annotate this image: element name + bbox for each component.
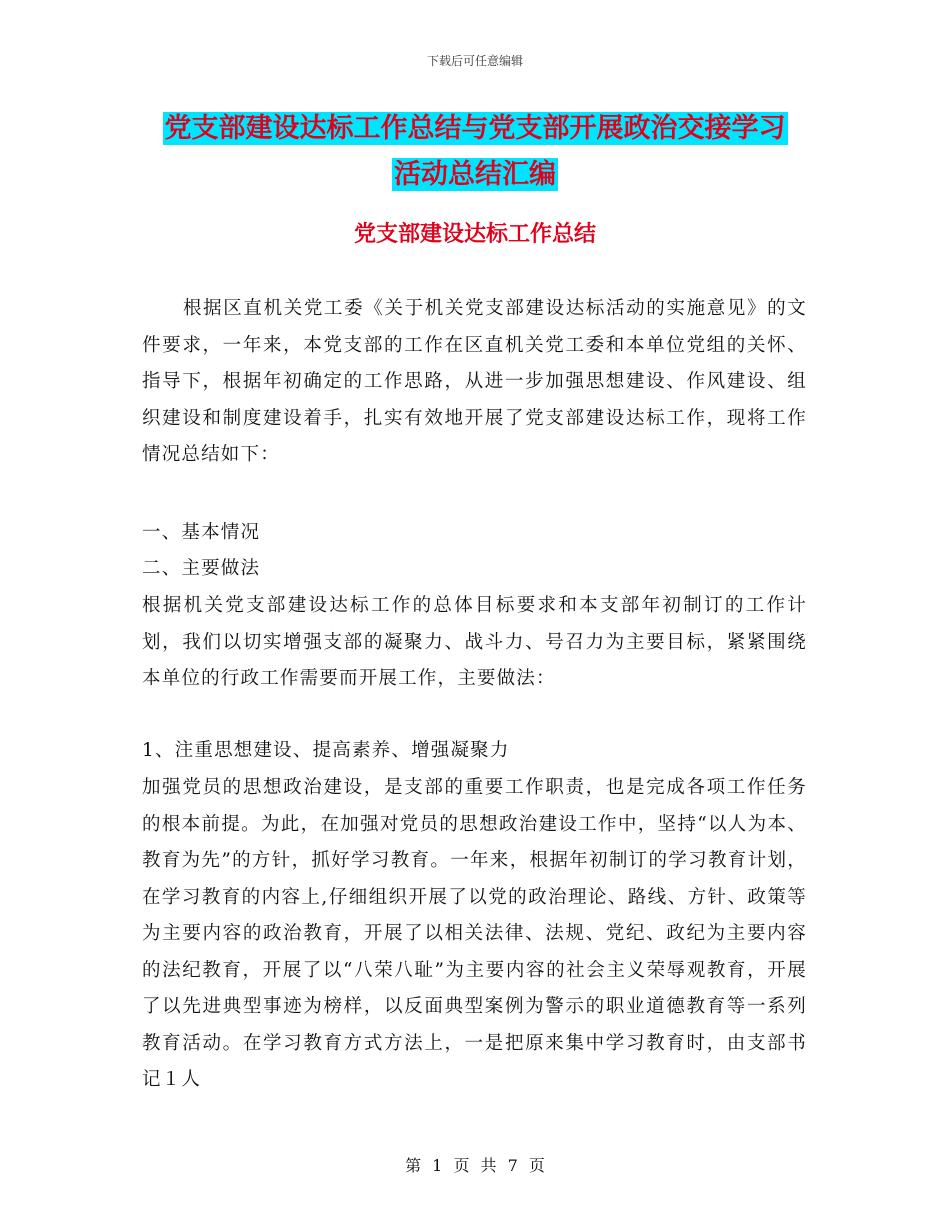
heading-basic-situation: 一、基本情况	[142, 522, 261, 543]
title-highlight-2: 活动总结汇编	[394, 159, 556, 190]
document-title-line-1	[0, 112, 950, 146]
paragraph-intro: 根据区直机关党工委《关于机关党支部建设达标活动的实施意见》的文件要求，一年来，本党支部的工作在区直机关党工委和本单位党组的关怀、指导下，根据年初确定的工作思路，从进一步加强思想建设、作风建设、组织建设和制度建设着手，扎实有效地开展了党支部建设达标工作，现将工作情况总结如下：	[142, 298, 807, 465]
header-note: 下载后可任意编辑	[426, 54, 523, 68]
page-footer: 第 1 页 共 7 页	[405, 1156, 545, 1175]
heading-main-methods: 二、主要做法	[142, 558, 261, 579]
paragraph-methods: 根据机关党支部建设达标工作的总体目标要求和本支部年初制订的工作计划，我们以切实增强支部的凝聚力、战斗力、号召力为主要目标，紧紧围绕本单位的行政工作需要而开展工作，主要做法：	[142, 595, 807, 689]
sub-heading-ideology: 1、注重思想建设、提高素养、增强凝聚力	[142, 740, 510, 761]
section-title: 党支部建设达标工作总结	[353, 222, 596, 247]
paragraph-ideology-body: 加强党员的思想政治建设，是支部的重要工作职责，也是完成各项工作任务的根本前提。为此，在加强对党员的思想政治建设工作中，坚持“以人为本、教育为先”的方针，抓好学习教育。一年来，根据年初制订的学习教育计划，在学习教育的内容上,仔细组织开展了以党的政治理论、路线、方针、政策等为主要内容的政治教育，开展了以相关法律、法规、党纪、政纪为主要内容的法纪教育，开展了以“八荣八耻”为主要内容的社会主义荣辱观教育，开展了以先进典型事迹为榜样，以反面典型案例为警示的职业道德教育等一系列教育活动。在学习教育方式方法上，一是把原来集中学习教育时，由支部书记１人	[142, 777, 807, 1090]
title-highlight-1: 党支部建设达标工作总结与党支部开展政治交接学习	[164, 113, 786, 144]
document-title-line-2	[0, 158, 950, 192]
